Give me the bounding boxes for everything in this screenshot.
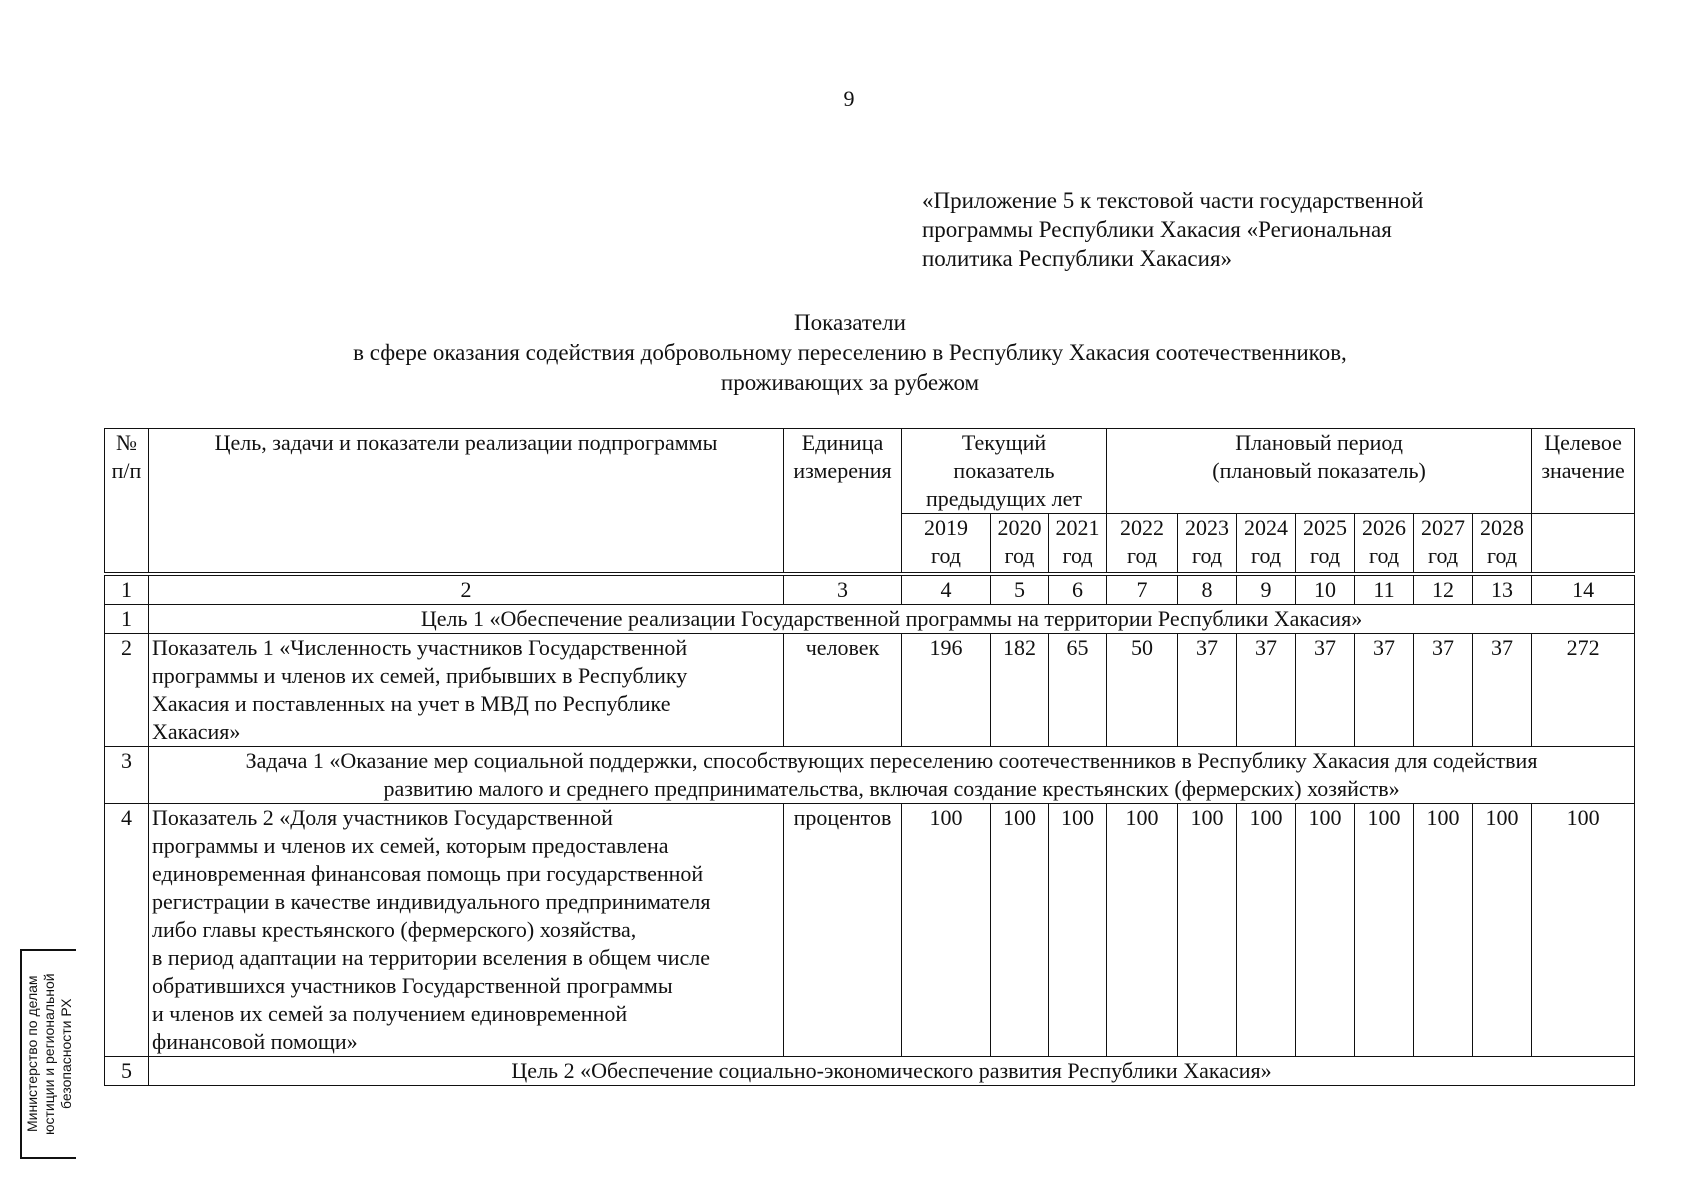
year: 2021 — [1055, 515, 1100, 540]
title-line: Показатели — [794, 310, 906, 335]
header-current-line: предыдущих лет — [926, 486, 1082, 511]
year: 2023 — [1185, 515, 1230, 540]
indicator-line: либо главы крестьянского (фермерского) хозяйства, — [152, 917, 637, 942]
column-number: 1 — [105, 574, 149, 605]
appendix-line: политика Республики Хакасия» — [922, 246, 1233, 271]
header-unit — [784, 429, 902, 575]
column-number: 13 — [1473, 574, 1532, 605]
goal-heading: Цель 1 «Обеспечение реализации Государственной программы на территории Республики Хакасия» — [149, 605, 1635, 634]
column-number: 10 — [1296, 574, 1355, 605]
value-cell: 100 — [1355, 804, 1414, 1057]
column-number: 8 — [1178, 574, 1237, 605]
column-number: 3 — [784, 574, 902, 605]
value-cell: 100 — [1237, 804, 1296, 1057]
year-suffix: год — [1309, 543, 1341, 568]
row-number: 3 — [105, 747, 149, 804]
table-row — [105, 605, 1635, 634]
column-number: 7 — [1107, 574, 1178, 605]
year-header — [991, 514, 1049, 575]
header-target-line: Целевое — [1544, 430, 1622, 455]
value-cell: 100 — [1473, 804, 1532, 1057]
header-target-line: значение — [1541, 458, 1625, 483]
document-title — [100, 308, 1600, 398]
column-number: 11 — [1355, 574, 1414, 605]
title-line: в сфере оказания содействия добровольному переселению в Республику Хакасия соотечественников, — [353, 340, 1347, 365]
indicator-line: и членов их семей за получением единовременной — [152, 1001, 628, 1026]
indicator-line: Хакасия и поставленных на учет в МВД по Республике — [152, 691, 671, 716]
year: 2019 — [924, 515, 968, 540]
year-suffix: год — [1062, 543, 1093, 568]
page-number: 9 — [843, 86, 855, 111]
appendix-line: «Приложение 5 к текстовой части государственной — [922, 188, 1424, 213]
indicator-line: Показатель 2 «Доля участников Государственной — [152, 805, 613, 830]
value-cell: 50 — [1107, 634, 1178, 747]
column-number: 6 — [1049, 574, 1107, 605]
value-cell: 37 — [1355, 634, 1414, 747]
value-cell: 100 — [1107, 804, 1178, 1057]
year-header — [1296, 514, 1355, 575]
header-target — [1532, 429, 1635, 514]
value-cell: 65 — [1049, 634, 1107, 747]
indicator-text — [149, 634, 784, 747]
row-number: 1 — [105, 605, 149, 634]
stamp-line: безопасности РХ — [58, 998, 74, 1110]
year-suffix: год — [1427, 543, 1459, 568]
year: 2028 — [1480, 515, 1525, 540]
year-suffix: год — [1487, 543, 1518, 568]
indicator-line: Хакасия» — [152, 719, 241, 744]
header-row — [105, 429, 1635, 514]
ministry-stamp — [20, 949, 76, 1159]
value-cell: 37 — [1237, 634, 1296, 747]
indicator-line: в период адаптации на территории вселения в общем числе — [152, 945, 711, 970]
value-cell: 37 — [1296, 634, 1355, 747]
value-cell: 182 — [991, 634, 1049, 747]
unit-cell: человек — [784, 634, 902, 747]
unit-cell: процентов — [784, 804, 902, 1057]
year-suffix: год — [1126, 543, 1158, 568]
header-plan-line: Плановый период — [1235, 430, 1403, 455]
header-unit-line: Единица — [801, 430, 884, 455]
row-number: 5 — [105, 1057, 149, 1086]
title-line: проживающих за рубежом — [720, 370, 980, 395]
row-number: 2 — [105, 634, 149, 747]
appendix-note — [922, 186, 1622, 273]
header-current — [902, 429, 1107, 514]
task-heading — [149, 747, 1635, 804]
year-header — [1414, 514, 1473, 575]
value-cell: 100 — [1178, 804, 1237, 1057]
value-cell: 37 — [1414, 634, 1473, 747]
year-suffix: год — [1250, 543, 1282, 568]
year-header — [1355, 514, 1414, 575]
year-header — [1107, 514, 1178, 575]
value-cell: 37 — [1473, 634, 1532, 747]
indicator-line: финансовой помощи» — [152, 1029, 358, 1054]
stamp-line: юстиции и региональной — [41, 973, 57, 1135]
appendix-line: программы Республики Хакасия «Региональная — [922, 217, 1392, 242]
column-number: 4 — [902, 574, 991, 605]
year: 2025 — [1303, 515, 1348, 540]
header-unit-line: измерения — [793, 458, 892, 483]
value-cell: 100 — [1414, 804, 1473, 1057]
year-suffix: год — [1368, 543, 1400, 568]
column-number: 9 — [1237, 574, 1296, 605]
value-cell: 196 — [902, 634, 991, 747]
year-header — [1473, 514, 1532, 575]
indicator-line: регистрации в качестве индивидуального предпринимателя — [152, 889, 711, 914]
value-cell: 100 — [1049, 804, 1107, 1057]
year: 2026 — [1362, 515, 1407, 540]
column-number: 5 — [991, 574, 1049, 605]
indicator-line: программы и членов их семей, прибывших в Республику — [152, 663, 688, 688]
table-row — [105, 747, 1635, 804]
value-cell: 100 — [902, 804, 991, 1057]
indicator-line: программы и членов их семей, которым предоставлена — [152, 833, 669, 858]
header-number-line: п/п — [111, 458, 142, 483]
value-cell: 100 — [1296, 804, 1355, 1057]
year-header — [1049, 514, 1107, 575]
task-line: Задача 1 «Оказание мер социальной поддержки, способствующих переселению соотечественников в Республику Хакасия для содействия — [245, 748, 1538, 773]
year-suffix: год — [930, 543, 962, 568]
goal-heading: Цель 2 «Обеспечение социально-экономического развития Республики Хакасия» — [149, 1057, 1635, 1086]
indicator-line: обратившихся участников Государственной программы — [152, 973, 673, 998]
header-number-line: № — [116, 430, 137, 455]
header-goal: Цель, задачи и показатели реализации подпрограммы — [149, 429, 784, 575]
task-line: развитию малого и среднего предпринимательства, включая создание крестьянских (фермерских) хозяйств» — [383, 776, 1400, 801]
column-number: 14 — [1532, 574, 1635, 605]
table-row — [105, 804, 1635, 1057]
indicator-line: Показатель 1 «Численность участников Государственной — [152, 635, 688, 660]
header-plan — [1107, 429, 1532, 514]
year: 2024 — [1244, 515, 1289, 540]
header-plan-line: (плановый показатель) — [1212, 458, 1426, 483]
header-number — [105, 429, 149, 575]
table-row — [105, 1057, 1635, 1086]
indicator-text — [149, 804, 784, 1057]
column-number: 12 — [1414, 574, 1473, 605]
column-number-row — [105, 574, 1635, 605]
stamp-line: Министерство по делам — [24, 975, 40, 1133]
year-suffix: год — [1004, 543, 1035, 568]
year-header — [902, 514, 991, 575]
year-suffix: год — [1191, 543, 1223, 568]
year: 2020 — [997, 515, 1042, 540]
indicators-table — [104, 428, 1635, 1086]
column-number: 2 — [149, 574, 784, 605]
header-current-line: показатель — [953, 458, 1055, 483]
year-header — [1237, 514, 1296, 575]
year-header — [1178, 514, 1237, 575]
header-current-line: Текущий — [961, 430, 1047, 455]
target-cell: 272 — [1532, 634, 1635, 747]
year: 2022 — [1120, 515, 1165, 540]
value-cell: 100 — [991, 804, 1049, 1057]
row-number: 4 — [105, 804, 149, 1057]
value-cell: 37 — [1178, 634, 1237, 747]
target-year-header — [1532, 514, 1635, 575]
indicator-line: единовременная финансовая помощь при государственной — [152, 861, 704, 886]
table-row — [105, 634, 1635, 747]
year: 2027 — [1421, 515, 1466, 540]
target-cell: 100 — [1532, 804, 1635, 1057]
